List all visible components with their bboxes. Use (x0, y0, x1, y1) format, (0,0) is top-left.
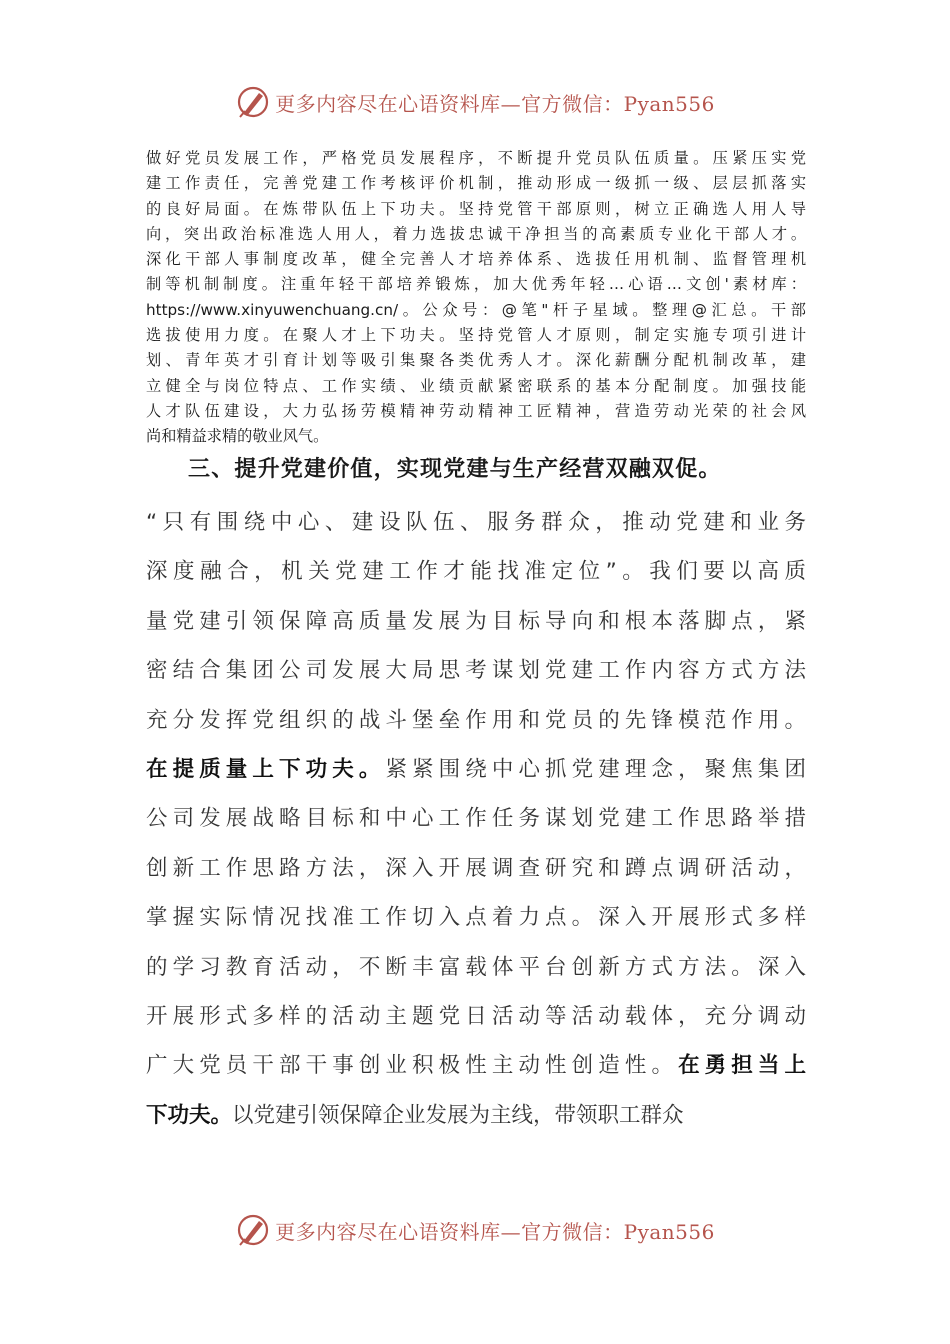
text-line (146, 498, 806, 547)
body-paragraph-large (146, 498, 806, 1140)
text-line: 做好党员发展工作，严格党员发展程序，不断提升党员队伍质量。压紧压实党 (146, 149, 806, 167)
banner-text: 更多内容尽在心语资料库—官方微信：Pyan556 (275, 1219, 715, 1244)
line-text: 掌握实际情况找准工作切入点着力点。深入开展形式多样 (146, 905, 806, 931)
text-line (146, 597, 806, 646)
text-line (146, 696, 806, 745)
line-text: 深度融合，机关党建工作才能找准定位”。我们要以高质 (146, 559, 806, 585)
line-text: “只有围绕中心、建设队伍、服务群众，推动党建和业务 (146, 510, 806, 535)
text-line (146, 893, 806, 942)
text-line: 制等机制制度。注重年轻干部培养锻炼，加大优秀年轻…心语…文创'素材库： (146, 275, 806, 294)
text-line: 选拔使用力度。在聚人才上下功夫。坚持党管人才原则，制定实施专项引进计 (146, 326, 806, 345)
line-text: 量党建引领保障高质量发展为目标导向和根本落脚点，紧 (146, 608, 806, 634)
text-line (146, 646, 806, 695)
pen-circle-logo-icon (235, 84, 271, 120)
text-line (146, 992, 806, 1041)
section-heading: 三、提升党建价值，实现党建与生产经营双融双促。 (188, 457, 722, 482)
text-line (146, 745, 806, 794)
text-line: 立健全与岗位特点、工作实绩、业绩贡献紧密联系的基本分配制度。加强技能 (146, 376, 806, 395)
text-line: https://www.xinyuwenchuang.cn/。公众号：@笔"杆子星域。整理@汇总。干部 (146, 300, 806, 319)
body-paragraph-small (146, 146, 806, 450)
text-line (146, 1091, 806, 1140)
text-line: 向，突出政治标准选人用人，着力选拔忠诚干净担当的高素质专业化干部人才。 (146, 224, 806, 243)
line-text: 公司发展战略目标和中心工作任务谋划党建工作思路举措 (146, 806, 806, 832)
text-line (146, 844, 806, 893)
footer-banner (0, 1210, 950, 1250)
line-text: 充分发挥党组织的战斗堡垒作用和党员的先锋模范作用。 (146, 707, 806, 733)
line-text: 创新工作思路方法，深入开展调查研究和蹲点调研活动， (146, 855, 806, 881)
header-banner (0, 82, 950, 122)
text-line (146, 1041, 806, 1090)
pen-circle-logo-icon (235, 1212, 271, 1248)
text-line: 建工作责任，完善党建工作考核评价机制，推动形成一级抓一级、层层抓落实 (146, 174, 806, 193)
banner-text: 更多内容尽在心语资料库—官方微信：Pyan556 (275, 91, 715, 116)
text-line (146, 943, 806, 992)
text-line (146, 794, 806, 843)
text-line: 尚和精益求精的敬业风气。 (146, 427, 329, 446)
line-text: 的学习教育活动，不断丰富载体平台创新方式方法。深入 (146, 954, 806, 980)
text-line: 划、青年英才引育计划等吸引集聚各类优秀人才。深化薪酬分配机制改革，建 (146, 351, 806, 370)
text-line: 人才队伍建设，大力弘扬劳模精神劳动精神工匠精神，营造劳动光荣的社会风 (146, 401, 806, 420)
bold-lead: 下功夫。 (146, 1102, 233, 1128)
bold-lead: 在勇担当上 (678, 1053, 806, 1079)
text-line: 深化干部人事制度改革，健全完善人才培养体系、选拔任用机制、监督管理机 (146, 250, 806, 269)
text-line (146, 547, 806, 596)
line-text: 广大党员干部干事创业积极性主动性创造性。 (146, 1053, 679, 1079)
line-text: 密结合集团公司发展大局思考谋划党建工作内容方式方法 (146, 658, 806, 684)
line-text: 紧紧围绕中心抓党建理念，聚焦集团 (385, 756, 806, 782)
text-line: 的良好局面。在炼带队伍上下功夫。坚持党管干部原则，树立正确选人用人导 (146, 199, 806, 218)
bold-lead: 在提质量上下功夫。 (146, 756, 386, 782)
line-text: 以党建引领保障企业发展为主线，带领职工群众 (232, 1102, 684, 1128)
line-text: 开展形式多样的活动主题党日活动等活动载体，充分调动 (146, 1003, 806, 1029)
